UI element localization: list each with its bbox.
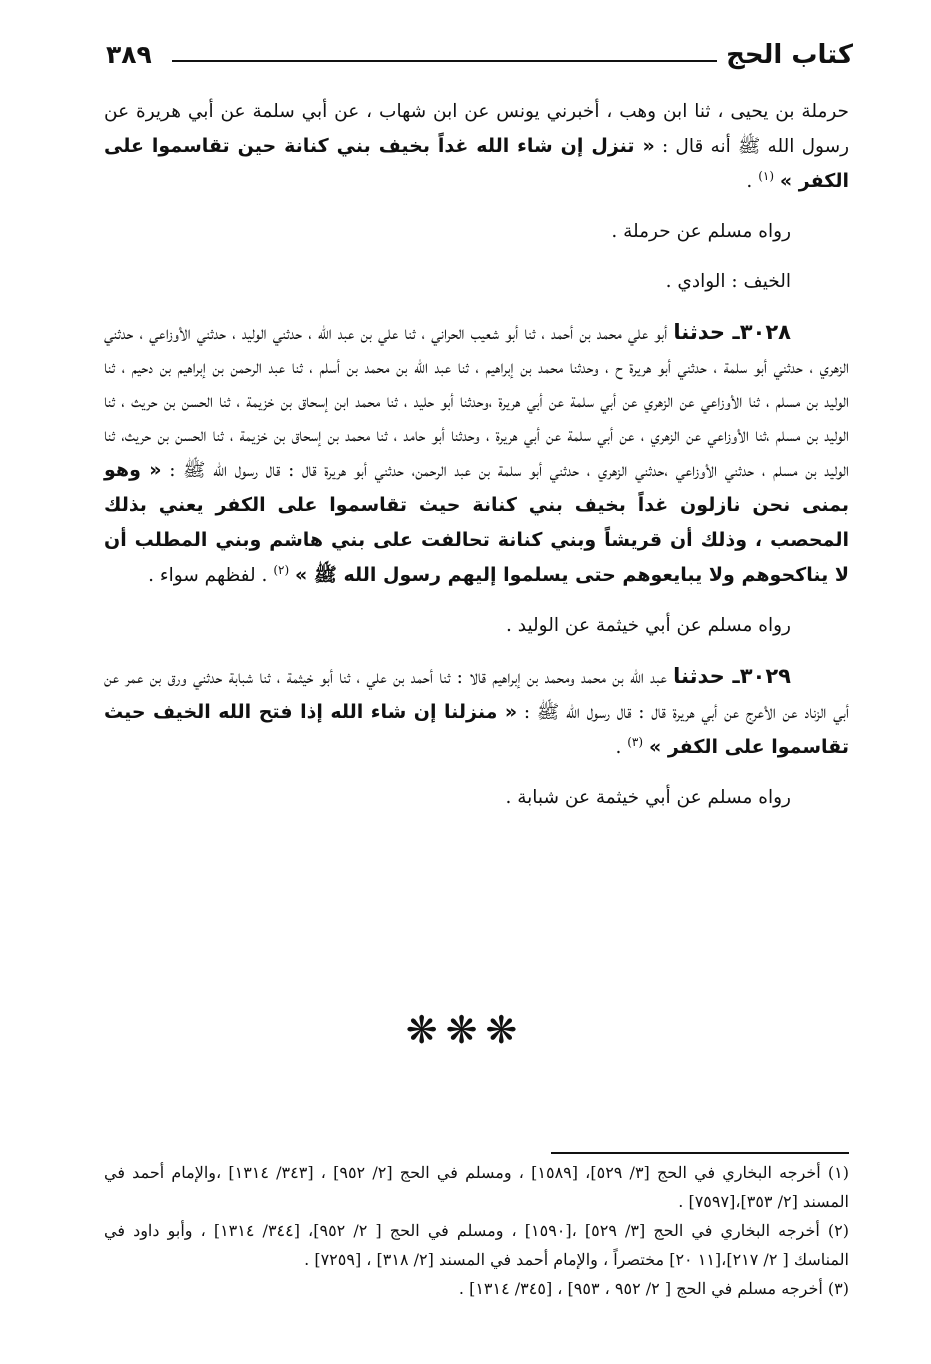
hadith-text: « تنزل إن شاء الله غداً بخيف بني كنانة حين تقاسموا على الكفر »: [104, 135, 849, 192]
narration-note: رواه مسلم عن حرملة .: [611, 221, 791, 242]
footnote-item: (٢) أخرجه البخاري في الحج [٣/ ٥٢٩] ،[١٥٩٠] ، ومسلم في الحج [ ٢/ ٩٥٢]، [٣٤٤/ ١٣١٤] ، وأبو داود في المناسك [ ٢/ ٢١٧]،[١١ ٢٠] مختصراً ، والإمام أحمد في المسند [٢/ ٣١٨] ، [٧٢٥٩] .: [104, 1221, 849, 1269]
hadith-text: « وهو بمنى نحن نازلون غداً بخيف بني كنانة حيث تقاسموا على الكفر يعني بذلك المحصب ، وذلك أن قريشاً وبني كنانة تحالفت على بني هاشم وبني المطلب أن لا يناكحوهم ولا يبايعوهم حتى يسلموا إليهم رسول الله ﷺ »: [104, 459, 849, 586]
section-separator: ❋❋❋: [405, 1008, 526, 1052]
narration-note: رواه مسلم عن أبي خيثمة عن الوليد .: [505, 615, 791, 636]
hadith-text: « منزلنا إن شاء الله إذا فتح الله الخيف حيث تقاسموا على الكفر »: [104, 701, 849, 758]
footnote-item: (١) أخرجه البخاري في الحج [٣/ ٥٢٩]، [١٥٨٩] ، ومسلم في الحج [٢/ ٩٥٢] ، [٣٤٣/ ١٣١٤] ،والإمام أحمد في المسند [٢/ ٣٥٣]،[٧٥٩٧] .: [104, 1163, 850, 1211]
hadith-number: ٣٠٢٩ـ حدثنا: [673, 664, 791, 688]
chapter-title: كتاب الحج: [726, 40, 853, 70]
header-rule: [172, 60, 717, 62]
hadith-3028: [104, 315, 849, 593]
footnote-ref: (١): [758, 168, 775, 183]
word-explanation: الخيف : الوادي .: [665, 271, 791, 292]
footnote-item: (٣) أخرجه مسلم في الحج [ ٢/ ٩٥٢ ، ٩٥٣] ، [٣٤٥/ ١٣١٤] .: [458, 1279, 849, 1298]
footnote-ref: (٣): [627, 734, 644, 749]
paragraph-hadith-continuation: [104, 95, 849, 199]
main-text: [104, 95, 849, 831]
hadith-chain: أبو علي محمد بن أحمد ، ثنا أبو شعيب الحراني ، ثنا علي بن عبد الله ، حدثني الوليد ، حدثني الأوزاعي ، حدثني الزهري ، حدثني أبو سلمة ، حدثني أبو هريرة ح ، وحدثنا محمد بن إبراهيم ، ثنا عبد الله بن محمد بن أسلم ، ثنا عبد الرحمن بن إبراهيم بن دحيم ، ثنا الوليد بن مسلم ، ثنا الأوزاعي عن الزهري عن أبي سلمة عن أبي هريرة ،وحدثنا أبو حليد ، ثنا محمد ابن إسحاق بن خزيمة ، ثنا الحسن بن حريث ، ثنا الوليد بن مسلم ،ثنا الأوزاعي عن الزهري ، عن أبي سلمة عن أبي هريرة ، وحدثنا أبو حامد ، ثنا محمد بن إسحاق بن خزيمة ، ثنا الحسن بن حريث، ثنا الوليد بن مسلم ، حدثني الأوزاعي ،حدثني الزهري ، حدثني أبو سلمة بن عبد الرحمن، حدثني أبو هريرة قال : قال رسول الله ﷺ :: [104, 323, 849, 481]
page-number: ٣٨٩: [106, 40, 152, 69]
sentence-end: . لفظهم سواء .: [148, 565, 274, 586]
sentence-end: .: [746, 171, 759, 192]
sentence-end: .: [615, 737, 628, 758]
footnote-rule: [551, 1152, 849, 1154]
footnotes: [104, 1158, 849, 1303]
hadith-number: ٣٠٢٨ـ حدثنا: [673, 320, 791, 344]
narration-note: رواه مسلم عن أبي خيثمة عن شبابة .: [505, 787, 791, 808]
page-header: [106, 36, 853, 80]
hadith-3029: [104, 659, 849, 765]
hadith-chain: حرملة بن يحيى ، ثنا ابن وهب ، أخبرني يونس عن ابن شهاب ، عن أبي سلمة عن أبي هريرة عن رسول الله ﷺ أنه قال :: [104, 101, 850, 157]
hadith-chain: عبد الله بن محمد ومحمد بن إبراهيم قالا : ثنا أحمد بن علي ، ثنا أبو خيثمة ، ثنا شبابة حدثني ورق بن عمر عن أبي الزناد عن الأعرج عن أبي هريرة قال : قال رسول الله ﷺ :: [104, 667, 849, 723]
footnote-ref: (٢): [273, 562, 290, 577]
